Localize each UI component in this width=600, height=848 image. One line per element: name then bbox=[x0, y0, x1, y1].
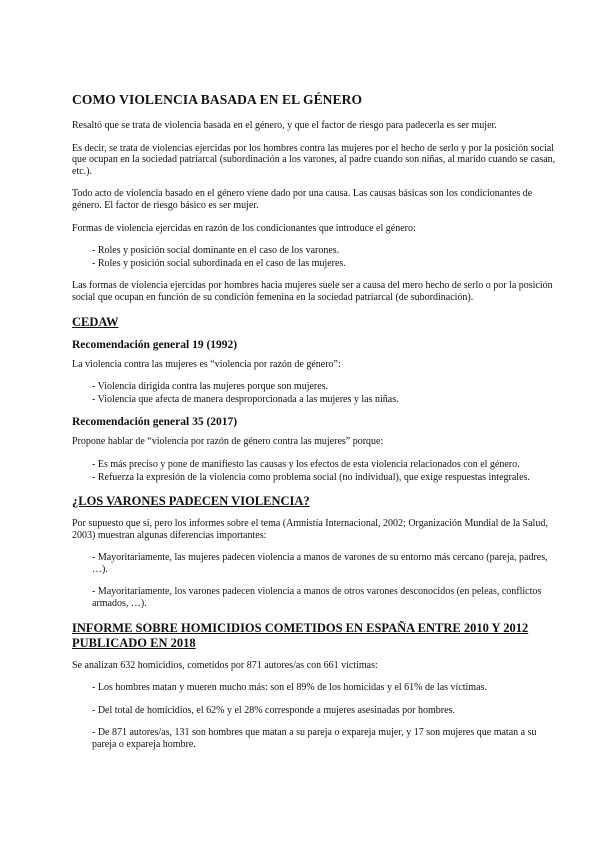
paragraph-las-formas: Las formas de violencia ejercidas por hombres hacia mujeres suele ser a causa del mero hecho de serlo o por la posición social que ocupan en función de su condición femenina en la sociedad patriarcal (de subordinación). bbox=[72, 280, 553, 303]
paragraph-varones: Por supuesto que sí, pero los informes sobre el tema (Amnistía Internacional, 2002; Organización Mundial de la Salud, 2003) muestran algunas diferencias importantes: bbox=[72, 518, 548, 541]
subheading-rec35: Recomendación general 35 (2017) bbox=[72, 416, 238, 429]
paragraph-formas-intro: Formas de violencia ejercidas en razón de los condicionantes que introduce el género: bbox=[72, 222, 416, 234]
list-item: - Mayoritariamente, las mujeres padecen violencia a manos de varones de su entorno más cercano (pareja, padres, …). bbox=[92, 552, 548, 575]
section-heading-varones: ¿LOS VARONES PADECEN VIOLENCIA? bbox=[72, 494, 310, 509]
paragraph-es-decir: Es decir, se trata de violencias ejercidas por los hombres contra las mujeres por el hecho de serlo y por la posición social que ocupan en la sociedad patriarcal (subordinación a los varones, al padre cuando son niñas, al marido cuando se casan, etc.). bbox=[72, 142, 556, 177]
list-formas bbox=[92, 245, 560, 269]
list-item: - Roles y posición social dominante en el caso de los varones. bbox=[92, 245, 340, 257]
list-rec35 bbox=[92, 459, 560, 483]
list-item: - Es más preciso y pone de manifiesto las causas y los efectos de esta violencia relacionados con el género. bbox=[92, 458, 520, 470]
list-item: - Los hombres matan y mueren mucho más: son el 89% de los homicidas y el 61% de las víctimas. bbox=[92, 682, 487, 694]
subheading-rec19: Recomendación general 19 (1992) bbox=[72, 338, 238, 351]
list-item: - Roles y posición social subordinada en el caso de las mujeres. bbox=[92, 257, 346, 269]
paragraph-informe: Se analizan 632 homicidios, cometidos por 871 autores/as con 661 víctimas: bbox=[72, 659, 378, 671]
list-item: - Refuerza la expresión de la violencia como problema social (no individual), que exige respuestas integrales. bbox=[92, 471, 530, 483]
list-rec19 bbox=[92, 381, 560, 405]
section-heading-informe: INFORME SOBRE HOMICIDIOS COMETIDOS EN ESPAÑA ENTRE 2010 Y 2012 PUBLICADO EN 2018 bbox=[72, 620, 529, 650]
paragraph-rec35: Propone hablar de “violencia por razón de género contra las mujeres” porque: bbox=[72, 436, 384, 448]
list-item: - Mayoritariamente, los varones padecen violencia a manos de otros varones desconocidos (en peleas, conflictos armados, …). bbox=[92, 586, 542, 610]
list-item: - Violencia dirigida contra las mujeres porque son mujeres. bbox=[92, 381, 329, 393]
section-heading-violencia-genero: COMO VIOLENCIA BASADA EN EL GÉNERO bbox=[72, 92, 363, 107]
list-item: - Violencia que afecta de manera desproporcionada a las mujeres y las niñas. bbox=[92, 393, 399, 405]
list-item: - De 871 autores/as, 131 son hombres que matan a su pareja o expareja mujer, y 17 son mujeres que matan a su pareja o expareja hombre. bbox=[92, 727, 537, 751]
paragraph-resalto: Resaltó que se trata de violencia basada en el género, y que el factor de riesgo para padecerla es ser mujer. bbox=[72, 120, 497, 131]
list-item: - Del total de homicidios, el 62% y el 28% corresponde a mujeres asesinadas por hombres. bbox=[92, 704, 455, 716]
paragraph-todo-acto: Todo acto de violencia basado en el género viene dado por una causa. Las causas básicas son los condicionantes de género. El factor de riesgo básico es ser mujer. bbox=[72, 188, 533, 211]
paragraph-rec19: La violencia contra las mujeres es “violencia por razón de género”: bbox=[72, 358, 341, 370]
section-heading-cedaw: CEDAW bbox=[72, 314, 119, 329]
